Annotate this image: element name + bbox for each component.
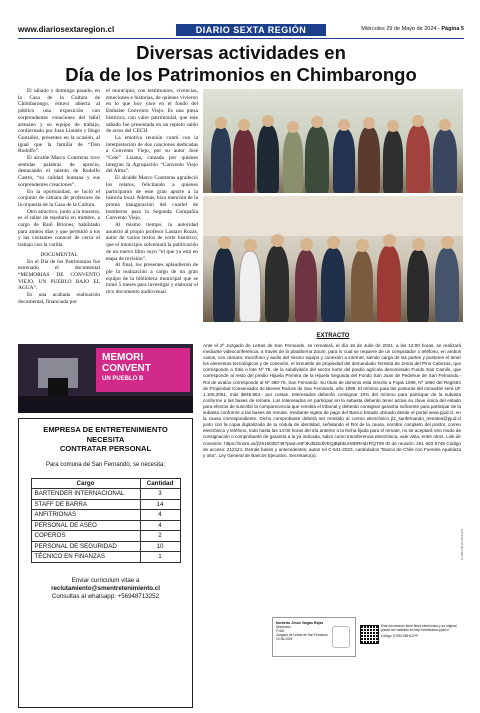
cantidad-cell: 3: [140, 489, 180, 500]
paragraph: En la oportunidad, se lució el conjunto de cámara de profesores de la orquesta de la Casa de la Cultura.: [18, 188, 100, 208]
table-header-row: [31, 478, 180, 489]
cantidad-cell: 4: [140, 510, 180, 521]
page-header: [18, 24, 464, 37]
issue-date: Miércoles 29 de Mayo de 2024 - Página 5: [361, 26, 464, 32]
cargo-cell: PERSONAL DE ASEO: [31, 520, 140, 531]
table-row: [31, 552, 180, 563]
cantidad-cell: 10: [140, 541, 180, 552]
cargo-cell: STAFF DE BARRA: [31, 499, 140, 510]
cargo-cell: BARTENDER INTERNACIONAL: [31, 489, 140, 500]
paragraph: El alcalde Marco Contreras agradeció los relatos, felicitando a quienes participaron de este gran aporte a la historia local. Además, hizo mención de la pronta inauguración del cuartel de bomberos para la Segunda Compañía Convento Viejo.: [106, 175, 198, 222]
cargo-cell: ANFITRIONAS: [31, 510, 140, 521]
paragraph: En el Día de los Patrimonios fue estrenado el documental “MEMORIAS DE CONVENTO VIEJO, UN PUEBLO BAJO EL AGUA”.: [18, 258, 100, 292]
column-header: Cargo: [31, 478, 140, 489]
paragraph: el municipio, con testimonios, vivencias, emociones e historias, de quienes vivieron en lo que hoy yace en el fondo del Embalse Convento Viejo. Es una pieza histórica, con valor patrimonial, que este sábado fue presentada en un repleto salón de actos del CECH.: [106, 88, 198, 135]
table-row: [31, 541, 180, 552]
extracto-body: Ante el 2º Juzgado de Letras de San Fernando, se rematará, el día 18 de Julio de 2024, a las 12:00 horas, se realizará mediante videoconferencia, a través de la plataforma Zoom, para lo cual se requiere de un computador o teléfono, en ambos casos, con cámara, micrófono y audio del mismo equipo y conexión a internet, siendo carga de las partes y postores el tener los elementos tecnológicos y de conexión, el inmueble de propiedad del demandado Teresita de Jesús del Pino Cabezas, que corresponde a Sitio o lote Nº 75, de la subdivisión del sector norte del predio agrícola denominado Fundo San Camilo, que corresponde al resto del predio Hijuela Primera de la Hijuela Segunda del Fundo San Juan de Pedehue de San Fernando.- Rol de avalúo corresponde al Nº 380-75, San Fernando. Su título de dominio está inscrito a Fojas 1089, Nº 1690 del Registro de Propiedad Conservador de Bienes Raíces de San Fernando, año 1999. El mínimo para las posturas del inmueble será UF 1.105,2061, más $645.864.- por costas. Interesados deberán consignar 10% del mínimo para participar de la subasta conforme a las bases de remate. Los interesados en participar en la subasta deberán tener activa su clave única del estado para efectos de suscribir la comparecencia que remitirá el tribunal y deberán consignar garantía suficiente para participar de la subasta conforme a las bases de remate, mediante vigeta de pago del Banco Estado ubicado desde el portal www.pjud.cl, en la causa correspondiente. Dicho comprobante deberá ser remitido al correo electrónico jl2_sanfernando_remates@pjud.cl junto con la copia digitalizada de la cédula de identidad, señalando el Rol de la causa, nombre completo del postor, correo electrónico y teléfono, todo hasta las 14:00 horas del día anterior a la fecha fijada para el remate, no se aceptará otro modo de consignación o comprobante de garantía a la ya indicada, salvo como transferencia electrónica, vale vista, entre otros. Link de conexión: https://zoom.us/j/2616035749?pwd=MFJKd0ZxdlVEQjBpbkUrMDRHdzFlQT09 ID de reunión: 261 603 5749 Código de acceso: 212121. Demás bases y antecedentes, autos rol C-541-2023, caratulados “Banco de Chile con Fuentes Apablaza y otra”. Ley General de Bancos Ejecutivo. Secretario(a).: [203, 343, 461, 458]
table-row: [31, 499, 180, 510]
screen-text: CONVENT: [102, 363, 151, 374]
header-rule: [18, 38, 464, 39]
table-row: [31, 510, 180, 521]
paper-name: DIARIO SEXTA REGIÓN: [176, 24, 326, 36]
ad-title: NECESITA: [86, 434, 125, 444]
paragraph: Al mismo tiempo, la autoridad anunció al propio profesor Lautaro Rozas, autor de varios textos de corte histórico, que el municipio solventará la publicación de un nuevo libro suyo “el que ya está en etapa de revisión”.: [106, 222, 198, 262]
cantidad-cell: 4: [140, 520, 180, 531]
signer-org: PJUD: [276, 629, 285, 633]
cargo-cell: COPEROS: [31, 531, 140, 542]
table-row: [31, 489, 180, 500]
headline-line-2: Día de los Patrimonios en Chimbarongo: [65, 64, 417, 85]
paragraph: Otro atractivo, junto a la muestra, es el taller de tejeduría en mimbre, a cargo de Raúl Briones, habilitado para ambos días y que permitió a los y las visitantes conocer de cerca el trabajo con la varilla.: [18, 208, 100, 249]
article-column-2: [106, 88, 198, 296]
paragraph: Al final, los presentes aplaudieron de pie la realización a cargo de un gran equipo de la biblioteca municipal que se tomó 5 meses para investigar y elaborar el rico documento audiovisual.: [106, 262, 198, 296]
page-number: Página 5: [441, 26, 464, 32]
screen-text: MEMORI: [102, 352, 144, 363]
qr-code-icon[interactable]: [360, 625, 379, 644]
column-header: Cantidad: [140, 478, 180, 489]
ad-intro: Para comuna de San Fernando, se necesita:: [45, 461, 166, 468]
ad-footer-text: Enviar curriculum vitae a: [71, 576, 140, 584]
vertical-code: C-2024-06-04 09:24:05: [460, 528, 464, 560]
table-row: [31, 520, 180, 531]
qr-code-label: Código: EXRCXMHLDYF: [381, 634, 419, 639]
job-ad: [18, 418, 193, 708]
signer-name: Norberto Jesús Vargas Rojas: [276, 621, 324, 625]
cantidad-cell: 1: [140, 552, 180, 563]
ad-whatsapp: Consultas al whatsapp: +56948713252: [51, 592, 160, 600]
article-column-1: [18, 88, 100, 306]
cantidad-cell: 2: [140, 531, 180, 542]
ad-email-link[interactable]: reclutamiento@smentretenimiento.cl: [51, 584, 160, 592]
table-row: [31, 531, 180, 542]
headline-line-1: Diversas actividades en: [136, 42, 346, 63]
signer-date: 10-06-2024: [276, 637, 293, 641]
paragraph: El alcalde Marco Contreras tuvo sentidas palabras de aprecio, destacando el talento de Rodolfo Castro, “su calidad humana y sus sorprendentes creaciones”.: [18, 155, 100, 188]
qr-validation-text: [381, 624, 463, 639]
seal-icon: [332, 626, 350, 648]
photo-group-2: [203, 196, 463, 322]
screen-text: UN PUEBLO B: [102, 376, 144, 382]
headline: [18, 42, 464, 86]
site-url[interactable]: www.diariosextaregion.cl: [18, 25, 115, 34]
cargo-cell: PERSONAL DE SEGURIDAD: [31, 541, 140, 552]
extracto-title: EXTRACTO: [316, 333, 350, 339]
paragraph: El sábado y domingo pasado, en la Casa de la Cultura de Chimbarongo, estuvo abierta al público una exposición con sorprendentes creaciones del hábil artesano y su equipo de trabajo, conformado por Juan Llantén y Hugo González, presentes en la ocasión, al igual que la familia de “Don Rodolfo”.: [18, 88, 100, 155]
paragraph: Es una acabada realización documental, financiada por: [18, 292, 100, 305]
electronic-signature: [272, 617, 356, 657]
subheading-documental: DOCUMENTAL: [40, 251, 78, 258]
ad-title: EMPRESA DE ENTRETENIMIENTO: [43, 425, 168, 434]
positions-table: [31, 478, 181, 563]
cantidad-cell: 14: [140, 499, 180, 510]
signer-detail: Juzgado de Letras de San Fernando: [276, 633, 328, 637]
photo-group-1: [203, 89, 463, 193]
paragraph: La emotiva reunión contó con la interpretación de dos canciones dedicadas a Convento Viejo, por su autor José “Cote” Lizana, cantada por quienes integran la Agrupación “Convento Viejo del Alma”.: [106, 134, 198, 175]
ad-title: CONTRATAR PERSONAL: [59, 444, 152, 453]
ad-contact: [25, 577, 186, 601]
qr-line: Este documento tiene firma electrónica y su original puede ser validado en http://verificadoc.pjud.cl: [381, 624, 457, 633]
photo-documentary-screening: [18, 344, 193, 413]
cargo-cell: TÉCNICO EN FINANZAS: [31, 552, 140, 563]
signer-role: Secretario: [276, 625, 291, 629]
